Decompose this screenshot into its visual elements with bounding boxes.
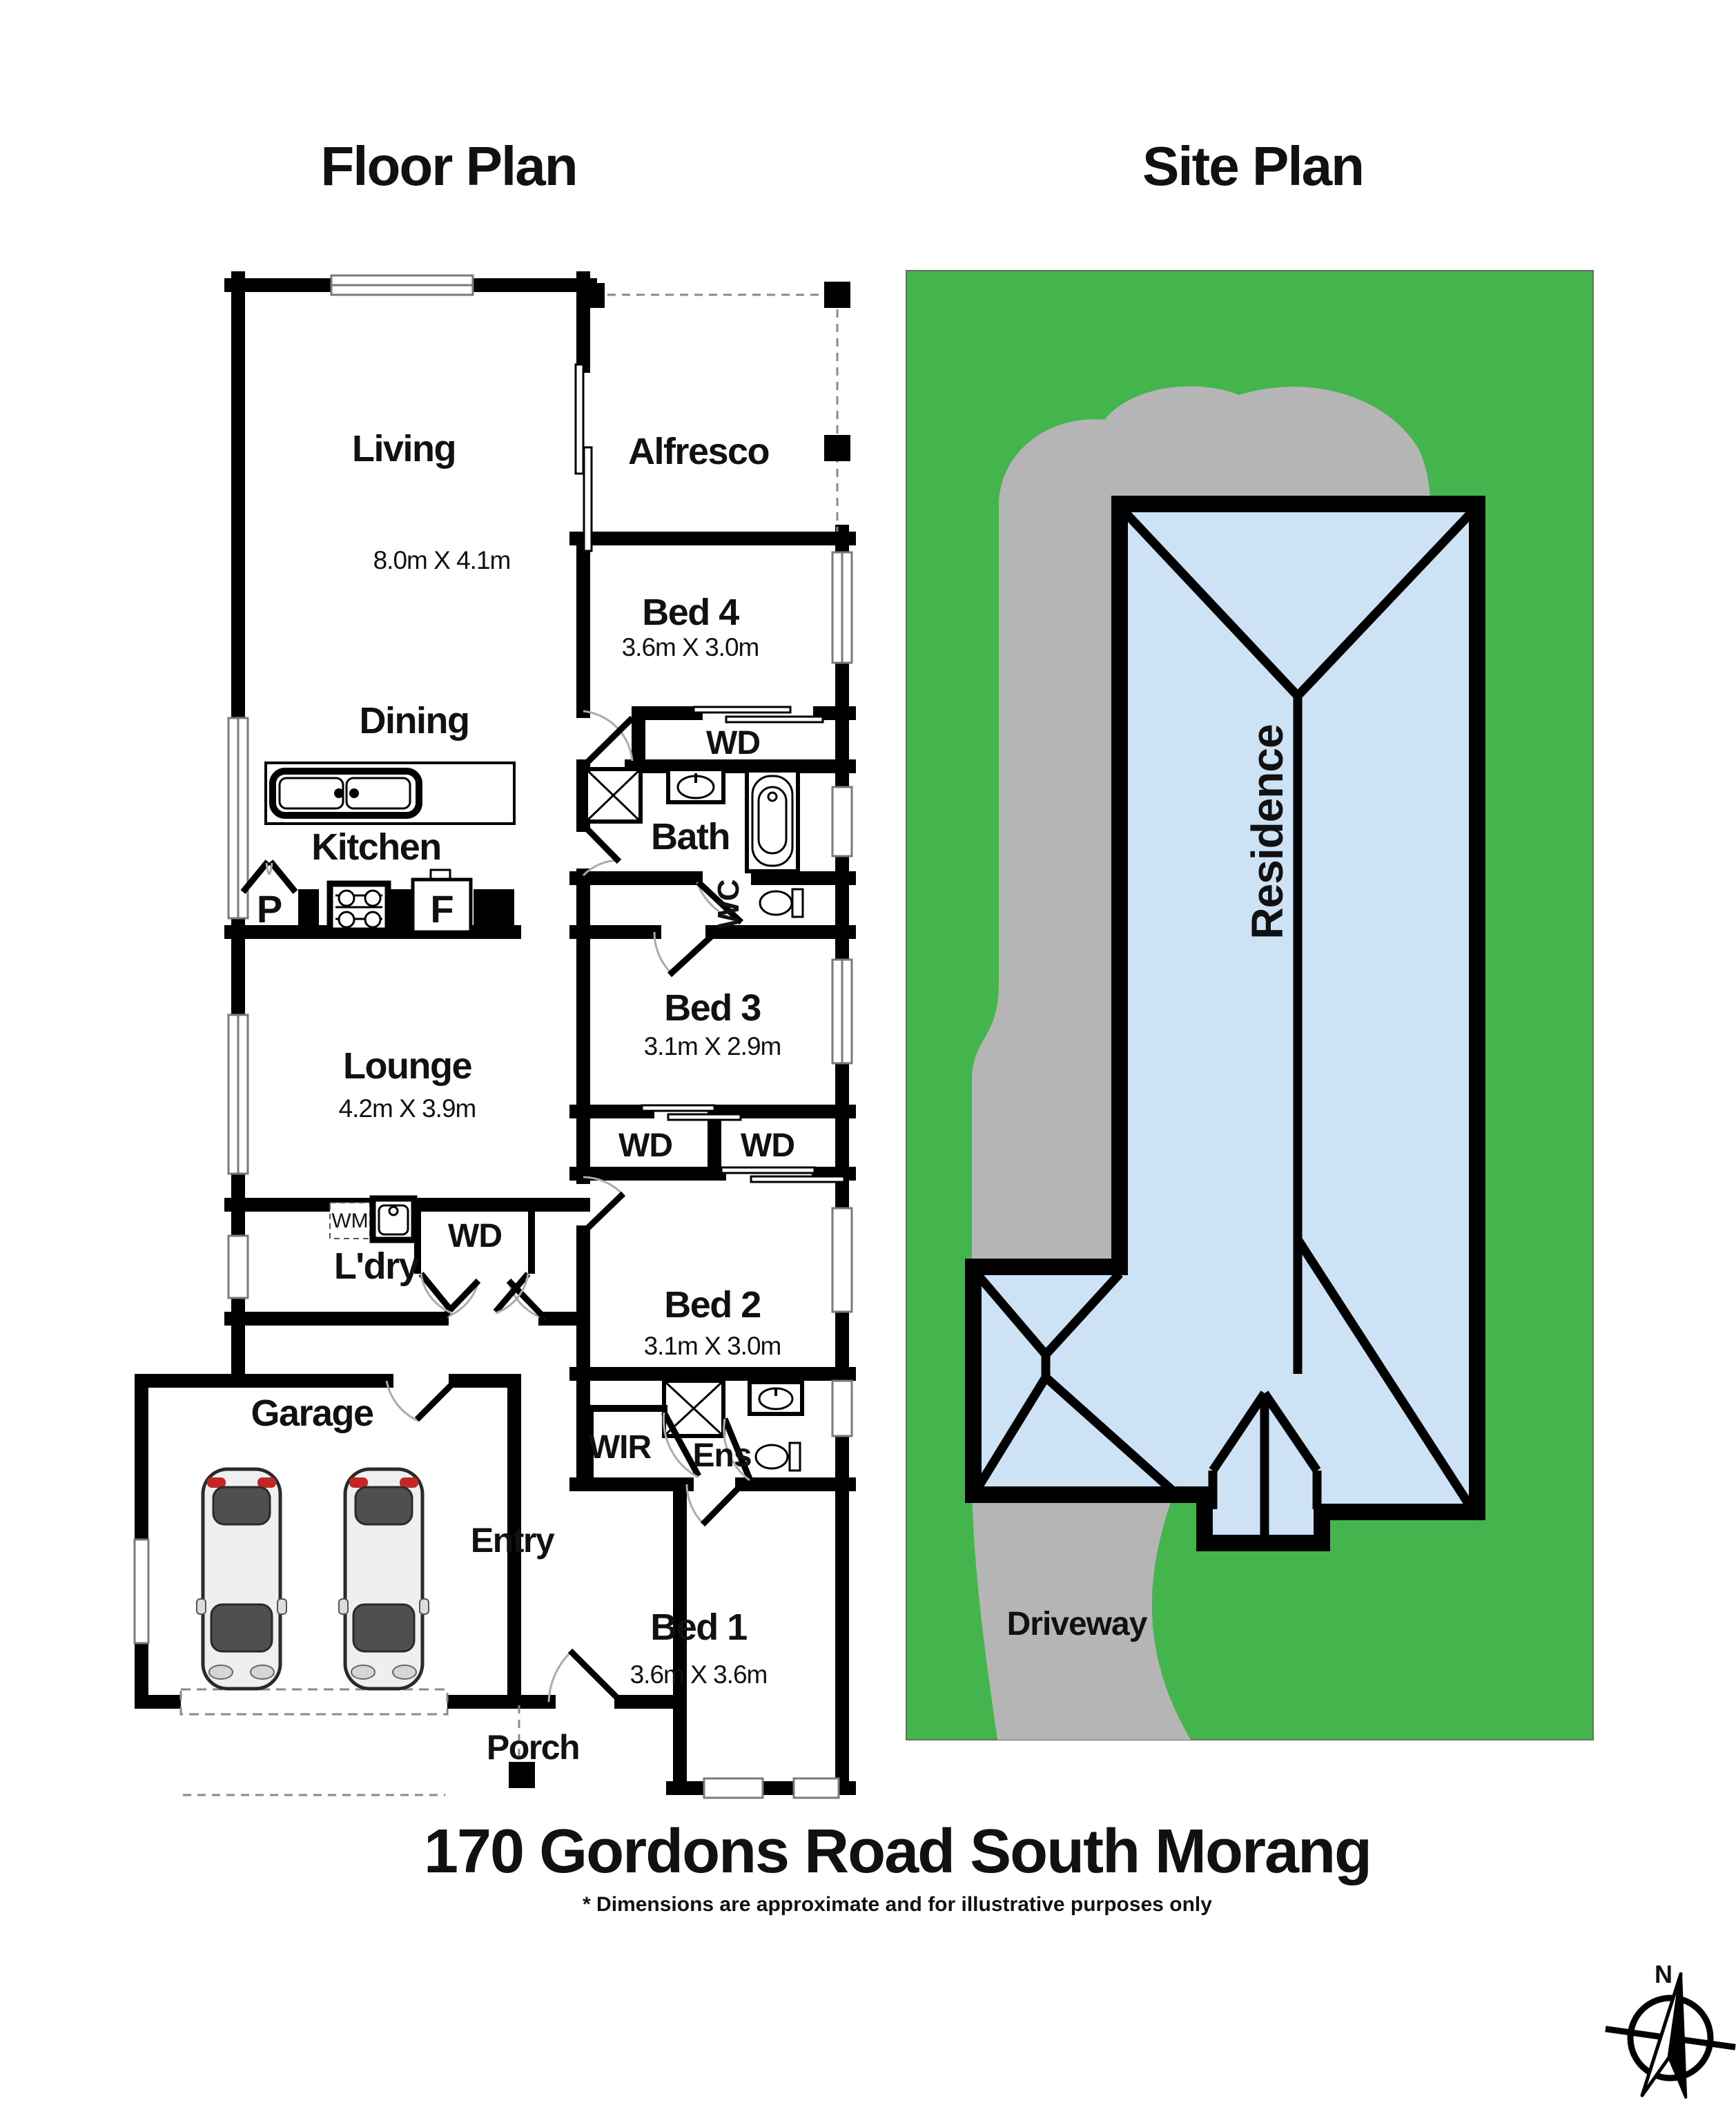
bed2-dims: 3.1m X 3.0m <box>643 1332 781 1360</box>
laundry-label: L'dry <box>333 1245 419 1287</box>
site-plan-title: Site Plan <box>1142 135 1363 197</box>
address-title: 170 Gordons Road South Morang <box>423 1817 1372 1886</box>
site-plan <box>906 271 1593 1740</box>
porch-label: Porch <box>486 1728 580 1767</box>
kitchen-island <box>266 763 514 824</box>
alfresco-post <box>824 282 850 308</box>
compass-north-label: N <box>1655 1960 1672 1988</box>
ens-toilet <box>756 1445 788 1468</box>
bed3-dims: 3.1m X 2.9m <box>643 1032 781 1060</box>
driveway-label: Driveway <box>1006 1606 1147 1642</box>
sliding-door <box>576 365 583 474</box>
sliding-door <box>584 447 592 551</box>
wir-label: WIR <box>588 1429 652 1466</box>
kitchen-label: Kitchen <box>311 826 441 868</box>
living-dims: 8.0m X 4.1m <box>373 546 511 574</box>
wd-bed2-label: WD <box>741 1127 794 1164</box>
floor-plan <box>135 275 852 1798</box>
bath-label: Bath <box>651 816 730 857</box>
alfresco-label: Alfresco <box>627 431 770 472</box>
fridge-label: F <box>430 887 453 931</box>
wc-label: WC <box>712 880 745 929</box>
bed4-dims: 3.6m X 3.0m <box>621 633 759 661</box>
residence-label: Residence <box>1242 724 1292 940</box>
bed1-label: Bed 1 <box>650 1607 747 1648</box>
bed2-label: Bed 2 <box>664 1284 761 1326</box>
pantry-label: P <box>256 887 282 931</box>
ens-label: Ens <box>692 1437 752 1474</box>
wm-label: WM <box>331 1210 369 1232</box>
compass <box>1597 1960 1736 2105</box>
wc-fixtures <box>760 889 803 917</box>
garage-door <box>181 1689 447 1714</box>
bed4-label: Bed 4 <box>642 592 739 633</box>
alfresco-post <box>580 283 605 308</box>
stove <box>330 884 388 931</box>
floor-plan-title: Floor Plan <box>320 135 577 197</box>
wd-laundry-label: WD <box>448 1218 502 1254</box>
disclaimer-text: * Dimensions are approximate and for illustrative purposes only <box>583 1893 1212 1916</box>
lounge-dims: 4.2m X 3.9m <box>338 1094 476 1123</box>
bed3-label: Bed 3 <box>664 987 761 1029</box>
alfresco-post <box>824 435 850 461</box>
alfresco-outline <box>576 282 850 551</box>
entry-label: Entry <box>470 1521 554 1560</box>
wd-bed4-label: WD <box>706 725 760 762</box>
dining-label: Dining <box>359 700 469 741</box>
living-label: Living <box>352 428 456 469</box>
wd-bed3-label: WD <box>618 1127 672 1164</box>
lounge-label: Lounge <box>343 1045 471 1087</box>
garage-label: Garage <box>251 1393 373 1434</box>
bed1-dims: 3.6m X 3.6m <box>630 1660 768 1689</box>
